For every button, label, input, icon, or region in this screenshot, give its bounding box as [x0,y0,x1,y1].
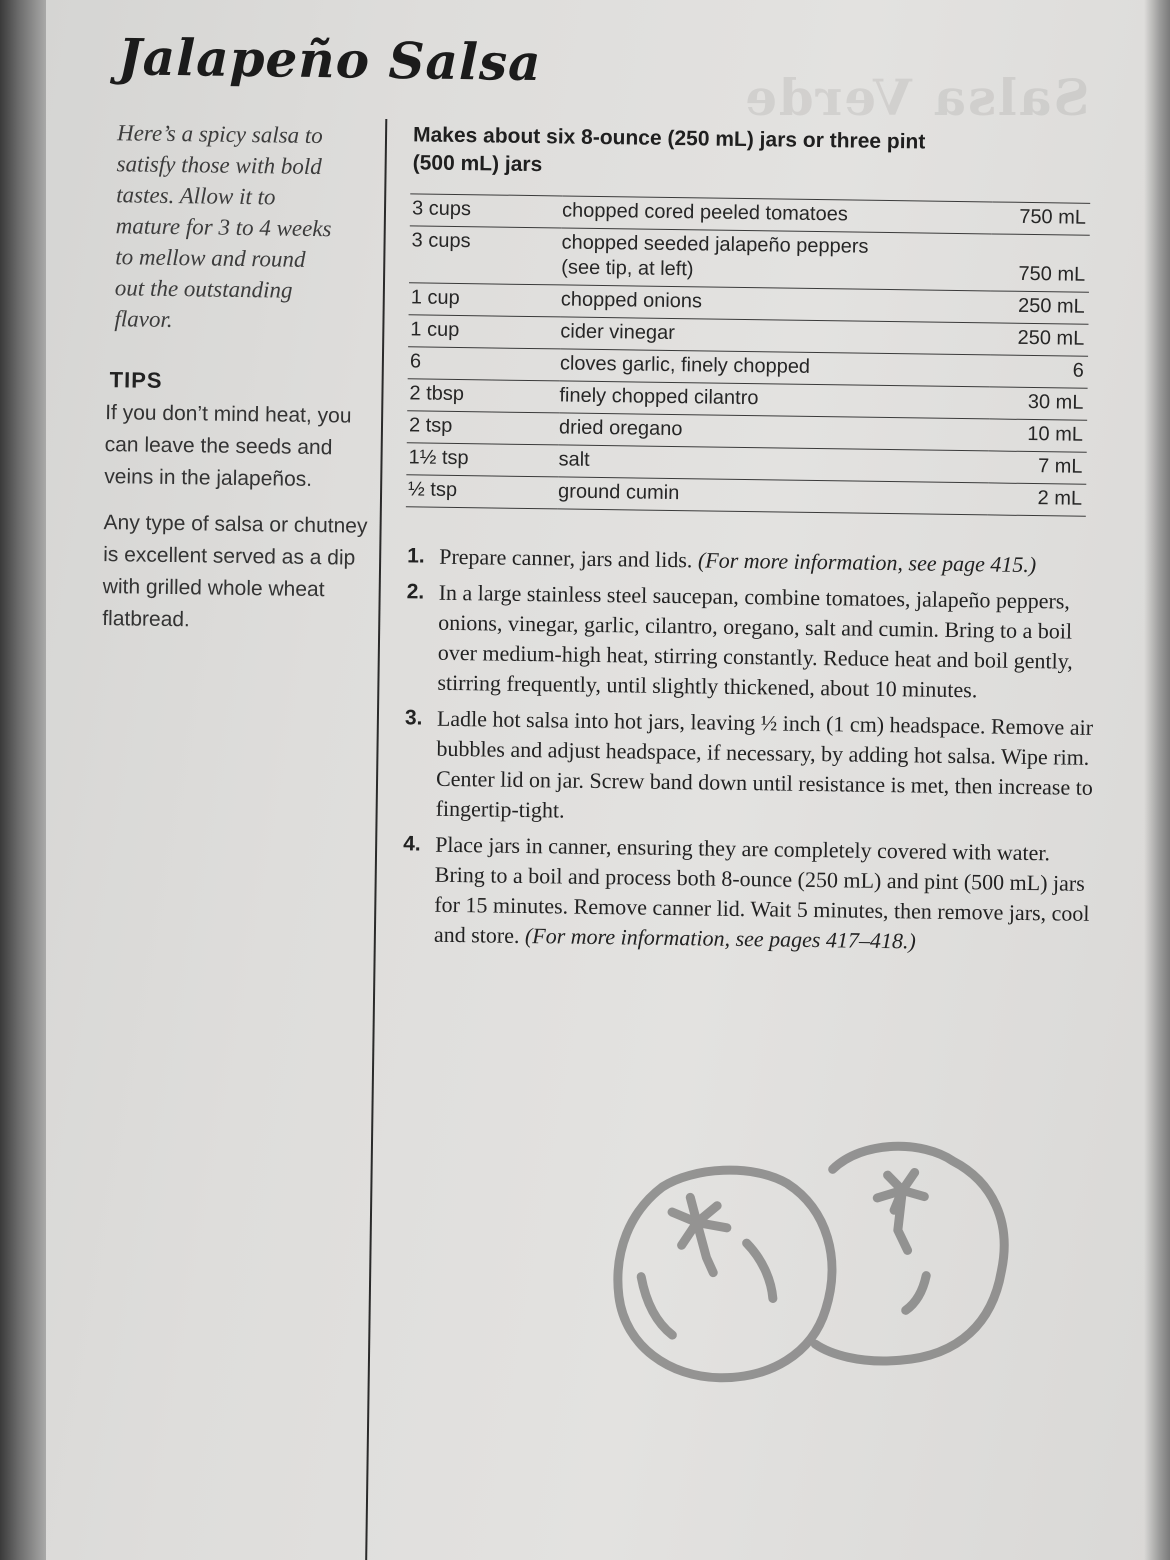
ingredient-qty: 6 [409,350,422,373]
step-text-wrap [439,542,1097,581]
step-text-wrap [434,830,1094,959]
recipe-yield: Makes about six 8-ounce (250 mL) jars or three pint (500 mL) jars [412,123,926,177]
ingredient-name: cloves garlic, finely chopped [559,352,811,378]
ingredient-name-cell [561,228,992,291]
ingredient-name: chopped onions [560,288,703,313]
ingredient-metric: 7 mL [1037,455,1083,478]
ingredient-metric: 2 mL [1037,487,1083,510]
page-reference: (For more information, see pages 417–418.) [524,922,916,954]
step-text: Prepare canner, jars and lids. [439,543,699,573]
ingredient-row [409,226,1090,292]
step-number: 2. [406,580,425,604]
step-text: Place jars in canner, ensuring they are completely covered with water. Bring to a boil and process both 8-ounce (250 mL) and pint (500 mL) jars for 15 minutes. Remove canner lid. Wait 5 minutes, then remove jars, cool and store. [433,831,1090,948]
tomato-highlight [640,1277,673,1335]
step-number: 3. [404,706,423,730]
tomato-highlight [906,1275,926,1310]
tomato-stem [671,1197,727,1273]
ingredient-qty: ½ tsp [407,478,458,502]
ingredient-name: finely chopped cilantro [559,384,759,410]
ingredient-metric: 10 mL [1027,422,1084,446]
step-number: 1. [407,544,425,568]
ingredient-qty: 1½ tsp [408,446,469,470]
ingredients-table [406,193,1090,516]
ingredient-metric: 750 mL [1019,205,1087,229]
ingredient-metric: 30 mL [1027,390,1084,414]
recipe-intro: Here’s a spicy salsa to satisfy those with bold tastes. Allow it to mature for 3 to 4 weeks to mellow and round out the outstanding flavor. [114,120,332,333]
ingredient-qty: 2 tbsp [409,382,465,406]
tip-item: Any type of salsa or chutney is excellent served as a dip with grilled whole wheat flatbread. [102,511,368,632]
tip-item: If you don’t mind heat, you can leave the seeds and veins in the jalapeños. [104,401,352,491]
ingredient-qty: 2 tsp [408,414,453,437]
ingredient-qty: 3 cups [411,197,472,221]
ingredient-metric: 6 [1072,359,1085,382]
tomato-highlight [746,1243,774,1298]
ingredient-metric: 750 mL [1018,262,1086,286]
ingredient-metric: 250 mL [1017,294,1085,318]
page-reference: (For more information, see page 415.) [697,547,1037,578]
instruction-step [405,577,1097,707]
ingredient-name: dried oregano [558,416,683,441]
instruction-step [407,541,1097,581]
ingredient-name: chopped seeded jalapeño peppers [561,231,869,258]
ingredient-name: salt [558,448,590,471]
recipe-title: Jalapeño Salsa [117,27,542,93]
tomatoes-illustration [599,1126,1023,1402]
tomato-outline [617,1169,834,1380]
step-text: In a large stainless steel saucepan, combine tomatoes, jalapeño peppers, onions, vinegar, garlic, cilantro, oregano, salt and cumin. Bring to a boil over medium-high heat, stirring constantly. Reduce heat and boil gently, stirring frequently, until slightly thickened, about 10 minutes. [437,579,1073,703]
instruction-step [402,829,1094,959]
step-text: Ladle hot salsa into hot jars, leaving ½ inch (1 cm) headspace. Remove air bubbles and adjust headspace, if necessary, by adding hot salsa. Wipe rim. Center lid on jar. Screw band down until resistance is met, then increase to fingertip-tight. [435,705,1094,823]
ingredient-name: ground cumin [557,480,680,505]
instructions-list [402,541,1098,965]
ingredient-name: chopped cored peeled tomatoes [561,199,848,226]
step-number: 4. [403,832,421,856]
ingredient-note: (see tip, at left) [561,256,694,281]
bleed-through-title: Salsa Verde [743,68,1090,127]
ingredient-qty: 3 cups [411,229,471,253]
ingredient-qty: 1 cup [410,286,460,310]
ingredient-qty: 1 cup [410,318,460,342]
ingredient-name: cider vinegar [560,320,676,345]
ingredient-metric: 250 mL [1017,326,1085,350]
instruction-step [403,703,1095,833]
tips-heading: TIPS [109,367,163,393]
tomato-stem [877,1172,925,1251]
column-divider [365,119,387,1560]
